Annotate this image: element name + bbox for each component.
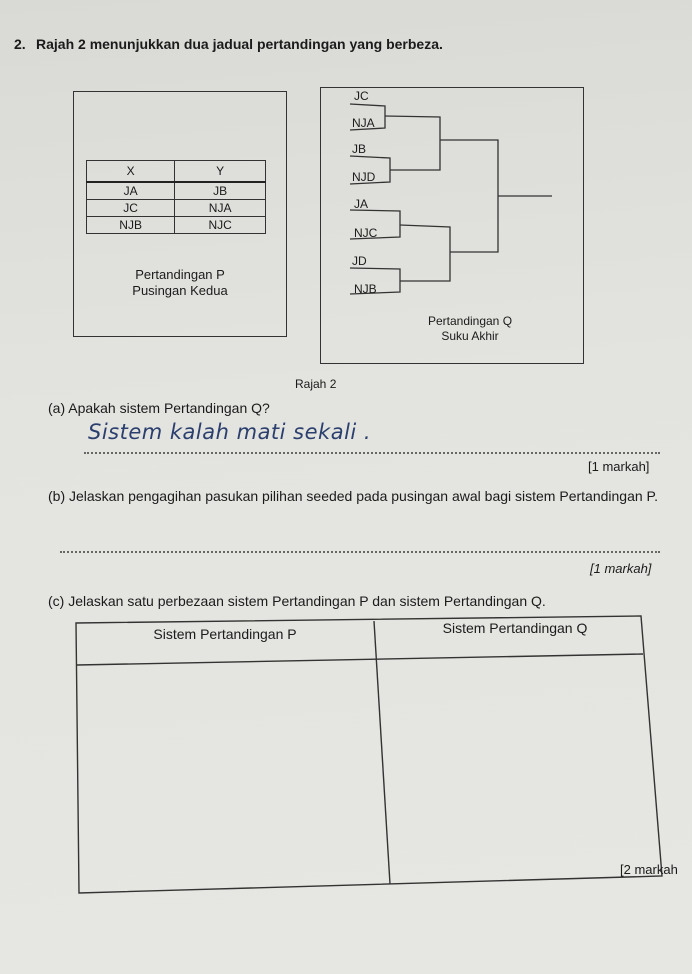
answer-cell-q[interactable]: [384, 660, 654, 860]
diagram-p-caption-subtitle: Pusingan Kedua: [132, 283, 228, 298]
question-number: 2.: [14, 36, 26, 52]
team-label: JA: [354, 197, 369, 211]
table-header-x: X: [87, 161, 175, 183]
table-cell: JB: [175, 182, 266, 200]
team-label: NJC: [354, 226, 378, 240]
part-c-marks: [2 markah: [620, 862, 678, 877]
answer-cell-p[interactable]: [80, 668, 376, 888]
table-cell: NJC: [175, 217, 266, 234]
part-c-question: (c) Jelaskan satu perbezaan sistem Pertandingan P dan sistem Pertandingan Q.: [48, 593, 546, 609]
question-text: Rajah 2 menunjukkan dua jadual pertandingan yang berbeza.: [36, 36, 443, 52]
table-cell: NJA: [175, 200, 266, 217]
part-b-question: (b) Jelaskan pengagihan pasukan pilihan seeded pada pusingan awal bagi sistem Pertandingan P.: [48, 488, 658, 504]
table-cell: JC: [87, 200, 175, 217]
figure-label: Rajah 2: [295, 377, 337, 391]
diagram-p-caption-title: Pertandingan P: [135, 267, 225, 282]
team-label: JB: [352, 142, 367, 156]
table-cell: JA: [87, 182, 175, 200]
comparison-header-q: Sistem Pertandingan Q: [442, 620, 588, 636]
comparison-header-p: Sistem Pertandingan P: [153, 626, 297, 642]
diagram-q-caption-subtitle: Suku Akhir: [441, 329, 499, 343]
part-a-question: (a) Apakah sistem Pertandingan Q?: [48, 400, 270, 416]
table-cell: NJB: [87, 217, 175, 234]
table-header-y: Y: [175, 161, 266, 183]
part-a-marks: [1 markah]: [588, 459, 650, 474]
team-label: NJA: [352, 116, 375, 130]
team-label: NJD: [352, 170, 376, 184]
part-a-answer[interactable]: Sistem kalah mati sekali .: [88, 420, 372, 444]
part-b-marks: [1 markah]: [590, 561, 652, 576]
team-label: JD: [352, 254, 367, 268]
team-label: NJB: [354, 282, 377, 296]
diagram-q-caption-title: Pertandingan Q: [427, 314, 513, 328]
team-label: JC: [354, 89, 369, 103]
